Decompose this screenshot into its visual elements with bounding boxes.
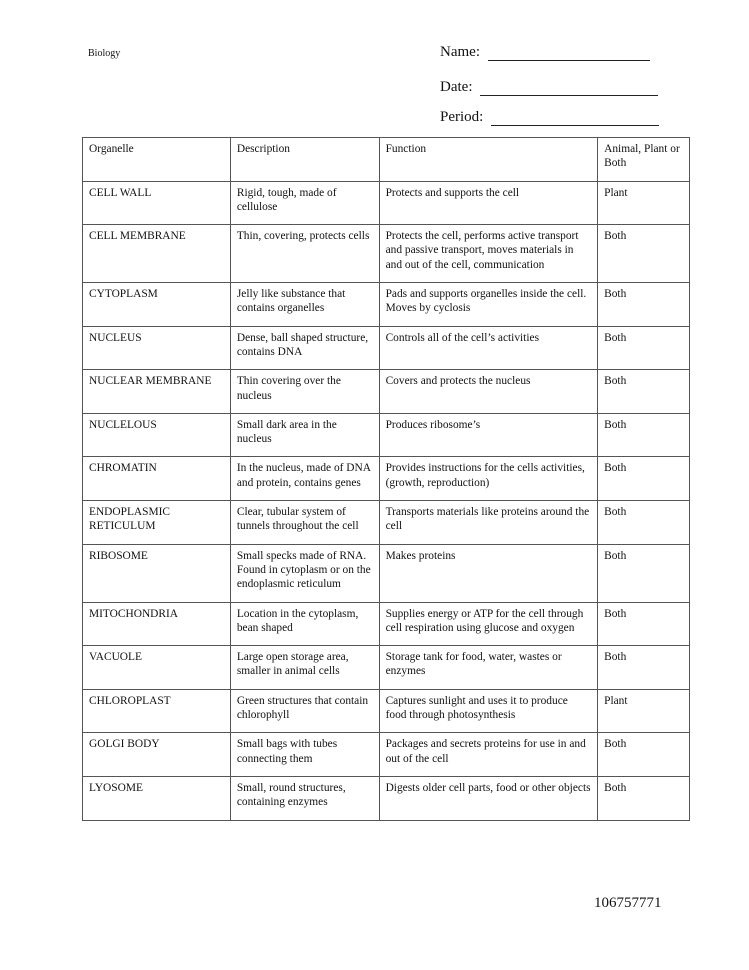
- table-cell: Both: [598, 776, 690, 820]
- table-row: [83, 283, 690, 327]
- table-row: [83, 776, 690, 820]
- table-cell: Protects and supports the cell: [379, 181, 598, 225]
- table-cell: Large open storage area, smaller in animal cells: [230, 646, 379, 690]
- table-cell: NUCLEAR MEMBRANE: [83, 370, 231, 414]
- table-row: [83, 733, 690, 777]
- table-cell: Location in the cytoplasm, bean shaped: [230, 602, 379, 646]
- table-cell: Both: [598, 457, 690, 501]
- date-blank-line: [480, 81, 658, 96]
- table-cell: Green structures that contain chlorophyll: [230, 689, 379, 733]
- table-cell: Both: [598, 646, 690, 690]
- table-row: [83, 413, 690, 457]
- date-label: Date:: [440, 79, 473, 95]
- table-cell: CELL WALL: [83, 181, 231, 225]
- table-cell: Both: [598, 602, 690, 646]
- table-row: [83, 326, 690, 370]
- table-cell: ENDOPLASMIC RETICULUM: [83, 501, 231, 545]
- table-cell: Both: [598, 326, 690, 370]
- table-cell: Makes proteins: [379, 544, 598, 602]
- table-row: [83, 689, 690, 733]
- table-cell: Rigid, tough, made of cellulose: [230, 181, 379, 225]
- column-header: Organelle: [83, 138, 231, 182]
- table-cell: Protects the cell, performs active transport and passive transport, moves materials in and out of the cell, communication: [379, 225, 598, 283]
- table-cell: Both: [598, 733, 690, 777]
- table-row: [83, 370, 690, 414]
- table-cell: Transports materials like proteins around the cell: [379, 501, 598, 545]
- period-blank-line: [491, 111, 659, 126]
- table-cell: Thin, covering, protects cells: [230, 225, 379, 283]
- table-row: [83, 646, 690, 690]
- table-cell: CHROMATIN: [83, 457, 231, 501]
- table-cell: Plant: [598, 181, 690, 225]
- table-cell: Supplies energy or ATP for the cell through cell respiration using glucose and oxygen: [379, 602, 598, 646]
- table-cell: Small, round structures, containing enzymes: [230, 776, 379, 820]
- table-cell: Covers and protects the nucleus: [379, 370, 598, 414]
- table-cell: Plant: [598, 689, 690, 733]
- table-row: [83, 501, 690, 545]
- table-cell: CELL MEMBRANE: [83, 225, 231, 283]
- table-row: [83, 225, 690, 283]
- table-cell: Controls all of the cell’s activities: [379, 326, 598, 370]
- table-cell: Dense, ball shaped structure, contains DNA: [230, 326, 379, 370]
- name-field: [440, 44, 650, 61]
- table-cell: Small specks made of RNA. Found in cytoplasm or on the endoplasmic reticulum: [230, 544, 379, 602]
- column-header: Description: [230, 138, 379, 182]
- table-cell: Captures sunlight and uses it to produce food through photosynthesis: [379, 689, 598, 733]
- table-cell: LYOSOME: [83, 776, 231, 820]
- table-cell: MITOCHONDRIA: [83, 602, 231, 646]
- table-cell: Packages and secrets proteins for use in and out of the cell: [379, 733, 598, 777]
- table-cell: RIBOSOME: [83, 544, 231, 602]
- table-cell: NUCLEUS: [83, 326, 231, 370]
- table-cell: Both: [598, 501, 690, 545]
- table-cell: Small dark area in the nucleus: [230, 413, 379, 457]
- table-cell: Both: [598, 544, 690, 602]
- table-cell: Provides instructions for the cells activities, (growth, reproduction): [379, 457, 598, 501]
- table-cell: Digests older cell parts, food or other objects: [379, 776, 598, 820]
- table-cell: Both: [598, 370, 690, 414]
- organelle-table: [82, 137, 690, 821]
- table-cell: Pads and supports organelles inside the cell. Moves by cyclosis: [379, 283, 598, 327]
- table-cell: CYTOPLASM: [83, 283, 231, 327]
- period-field: [440, 109, 659, 126]
- table-cell: Small bags with tubes connecting them: [230, 733, 379, 777]
- table-row: [83, 602, 690, 646]
- table-row: [83, 457, 690, 501]
- table-cell: Jelly like substance that contains organelles: [230, 283, 379, 327]
- table-cell: Produces ribosome’s: [379, 413, 598, 457]
- table-cell: Thin covering over the nucleus: [230, 370, 379, 414]
- table-cell: VACUOLE: [83, 646, 231, 690]
- table-cell: Both: [598, 413, 690, 457]
- date-field: [440, 79, 658, 96]
- document-number: 106757771: [594, 895, 662, 911]
- table-cell: Both: [598, 225, 690, 283]
- table-cell: GOLGI BODY: [83, 733, 231, 777]
- name-label: Name:: [440, 44, 480, 60]
- table-cell: Storage tank for food, water, wastes or enzymes: [379, 646, 598, 690]
- table-header-row: [83, 138, 690, 182]
- table-cell: Both: [598, 283, 690, 327]
- table-cell: In the nucleus, made of DNA and protein, contains genes: [230, 457, 379, 501]
- table-cell: NUCLELOUS: [83, 413, 231, 457]
- name-blank-line: [488, 46, 650, 61]
- subject-label: Biology: [88, 48, 121, 59]
- table-cell: CHLOROPLAST: [83, 689, 231, 733]
- table-row: [83, 181, 690, 225]
- column-header: Animal, Plant or Both: [598, 138, 690, 182]
- period-label: Period:: [440, 109, 484, 125]
- table-cell: Clear, tubular system of tunnels throughout the cell: [230, 501, 379, 545]
- column-header: Function: [379, 138, 598, 182]
- table-row: [83, 544, 690, 602]
